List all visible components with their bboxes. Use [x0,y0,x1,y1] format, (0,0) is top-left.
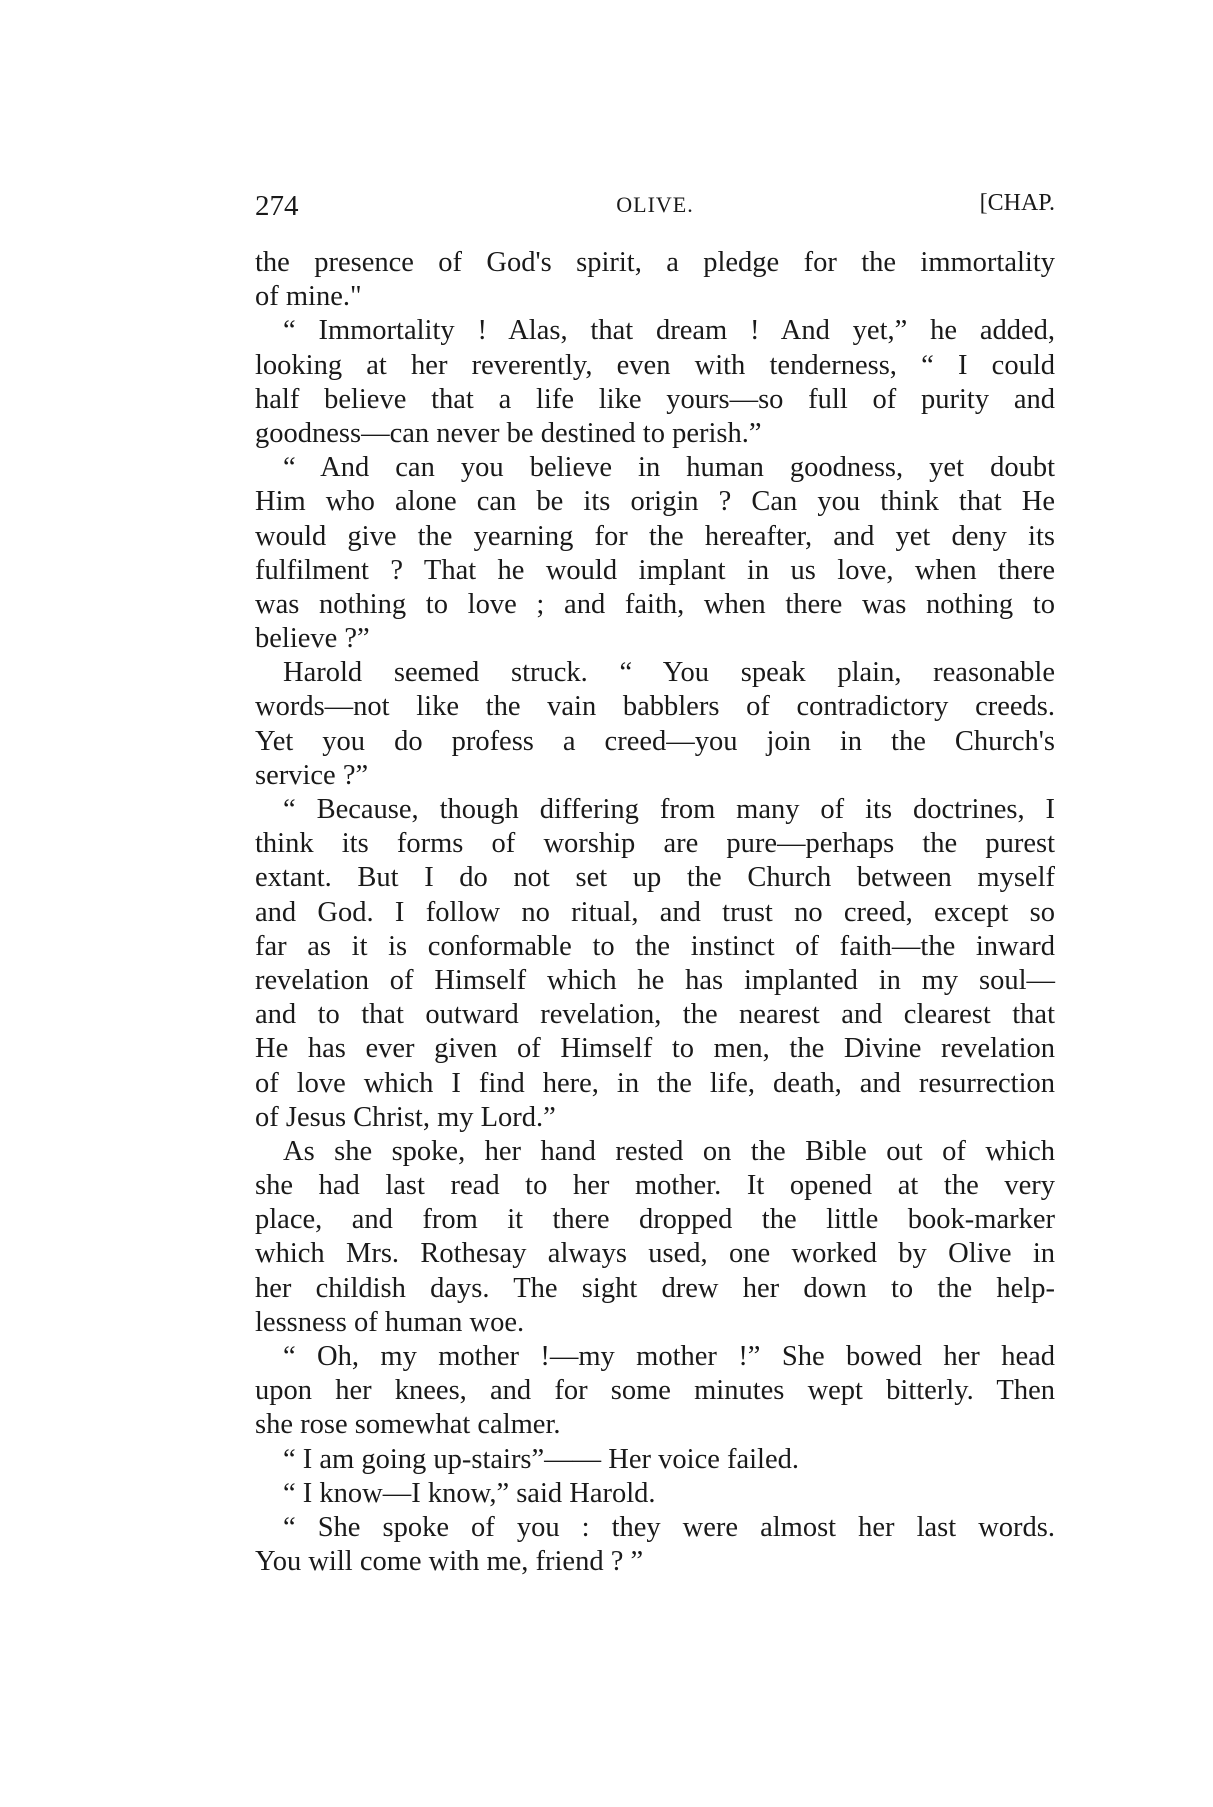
text-line: lessness of human woe. [255,1306,525,1338]
chapter-mark: [CHAP. [979,190,1055,216]
text-line: of mine." [255,281,362,313]
text-line: Him who alone can be its origin ? Can you think that He [255,486,1055,518]
text-line: fulfilment ? That he would implant in us love, when there [255,554,1055,586]
text-line: and God. I follow no ritual, and trust no creed, except so [255,896,1055,928]
page-number: 274 [255,190,299,222]
text-line: Harold seemed struck. “ You speak plain, reasonable [283,657,1055,689]
text-line: “ Oh, my mother !—my mother !” She bowed her head [283,1341,1055,1372]
text-line: which Mrs. Rothesay always used, one worked by Olive in [255,1238,1055,1270]
text-line: He has ever given of Himself to men, the Divine revelation [255,1033,1055,1065]
text-line: “ She spoke of you : they were almost her last words. [283,1511,1055,1543]
text-line: “ And can you believe in human goodness, yet doubt [283,452,1055,484]
text-line: believe ?” [255,623,370,655]
text-line: the presence of God's spirit, a pledge for the immortality [255,247,1055,278]
text-line: looking at her reverently, even with tenderness, “ I could [255,349,1055,381]
text-line: “ Because, though differing from many of its doctrines, I [283,794,1055,825]
text-line: “ I am going up-stairs”—— Her voice failed. [283,1443,799,1475]
text-line: service ?” [255,759,369,791]
text-line: half believe that a life like yours—so full of purity and [255,383,1055,415]
text-line: her childish days. The sight drew her down to the help- [255,1272,1055,1304]
text-line: Yet you do profess a creed—you join in the Church's [255,725,1055,757]
body-text [255,246,1055,1579]
text-line: and to that outward revelation, the nearest and clearest that [255,999,1055,1031]
text-line: words—not like the vain babblers of contradictory creeds. [255,691,1055,723]
page-header [255,190,1055,240]
text-line: she had last read to her mother. It opened at the very [255,1170,1055,1202]
text-line: extant. But I do not set up the Church between myself [255,862,1055,894]
text-line: was nothing to love ; and faith, when there was nothing to [255,588,1055,620]
running-title: OLIVE. [616,192,694,217]
text-line: far as it is conformable to the instinct of faith—the inward [255,930,1055,962]
text-line: revelation of Himself which he has implanted in my soul— [255,964,1055,996]
text-line: think its forms of worship are pure—perhaps the purest [255,828,1055,860]
text-line: place, and from it there dropped the little book-marker [255,1204,1055,1236]
text-line: of love which I find here, in the life, death, and resurrection [255,1067,1055,1099]
text-line: she rose somewhat calmer. [255,1409,561,1441]
text-line: upon her knees, and for some minutes wept bitterly. Then [255,1375,1055,1407]
text-line: You will come with me, friend ? ” [255,1546,644,1578]
text-line: “ I know—I know,” said Harold. [283,1477,656,1509]
text-line: “ Immortality ! Alas, that dream ! And yet,” he added, [283,315,1055,347]
text-line: of Jesus Christ, my Lord.” [255,1101,556,1133]
text-line: goodness—can never be destined to perish.” [255,417,762,449]
text-line: As she spoke, her hand rested on the Bible out of which [283,1135,1055,1167]
text-line: would give the yearning for the hereafter, and yet deny its [255,520,1055,552]
